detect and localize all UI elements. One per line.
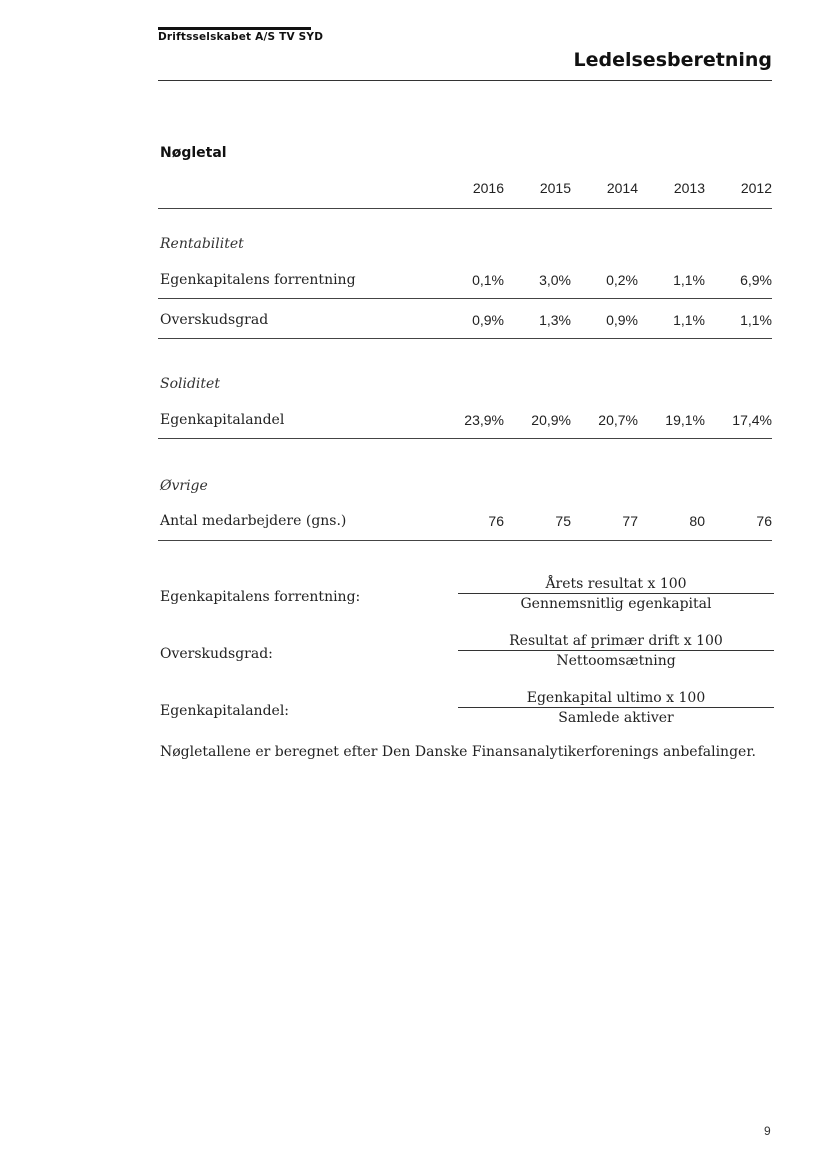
table-cell: 19,1% <box>665 412 705 428</box>
table-cell: 1,1% <box>673 312 705 328</box>
table-cell: 1,1% <box>673 272 705 288</box>
formula-label: Overskudsgrad: <box>160 646 273 662</box>
table-cell: 0,9% <box>472 312 504 328</box>
header-rule <box>158 80 772 81</box>
formula-label: Egenkapitalens forrentning: <box>160 589 361 605</box>
table-row <box>0 312 826 332</box>
table-cell: 0,1% <box>472 272 504 288</box>
page-number: 9 <box>764 1124 771 1138</box>
section-title: Nøgletal <box>160 145 227 161</box>
table-cell: 20,9% <box>531 412 571 428</box>
table-row <box>0 272 826 292</box>
table-row <box>0 513 826 533</box>
footnote: Nøgletallene er beregnet efter Den Danske Finansanalytikerforenings anbefalinger. <box>160 744 756 760</box>
group-label-rentabilitet: Rentabilitet <box>160 236 244 252</box>
row-rule <box>158 438 772 439</box>
formula-label: Egenkapitalandel: <box>160 703 290 719</box>
fraction-bar <box>458 650 774 651</box>
row-rule <box>158 298 772 299</box>
table-cell: 0,9% <box>606 312 638 328</box>
year-column-header: 2016 <box>472 180 504 196</box>
table-cell: 20,7% <box>598 412 638 428</box>
header-bar <box>158 27 311 30</box>
fraction-bar <box>458 593 774 594</box>
row-label: Egenkapitalens forrentning <box>160 272 356 288</box>
table-cell: 1,1% <box>740 312 772 328</box>
table-cell: 80 <box>689 513 705 529</box>
formula-fraction <box>458 689 774 727</box>
group-label-ovrige: Øvrige <box>160 478 208 494</box>
table-cell: 6,9% <box>740 272 772 288</box>
table-cell: 76 <box>756 513 772 529</box>
formula-numerator: Resultat af primær drift x 100 <box>509 633 723 649</box>
year-column-header: 2013 <box>673 180 705 196</box>
row-label: Egenkapitalandel <box>160 412 285 428</box>
year-column-header: 2015 <box>539 180 571 196</box>
year-column-header: 2012 <box>740 180 772 196</box>
table-cell: 1,3% <box>539 312 571 328</box>
table-bottom-rule <box>158 540 772 541</box>
year-header-row <box>0 180 826 200</box>
fraction-bar <box>458 707 774 708</box>
table-cell: 0,2% <box>606 272 638 288</box>
table-row <box>0 412 826 432</box>
row-label: Antal medarbejdere (gns.) <box>160 513 347 529</box>
table-header-rule <box>158 208 772 209</box>
formula-numerator: Egenkapital ultimo x 100 <box>526 690 706 706</box>
formula-denominator: Samlede aktiver <box>558 710 674 726</box>
company-name: Driftsselskabet A/S TV SYD <box>158 31 324 43</box>
row-rule <box>158 338 772 339</box>
table-cell: 3,0% <box>539 272 571 288</box>
year-column-header: 2014 <box>606 180 638 196</box>
formula-fraction <box>458 575 774 613</box>
formula-numerator: Årets resultat x 100 <box>545 576 687 592</box>
table-cell: 17,4% <box>732 412 772 428</box>
formula-fraction <box>458 632 774 670</box>
report-title: Ledelsesberetning <box>573 49 772 71</box>
table-cell: 23,9% <box>464 412 504 428</box>
row-label: Overskudsgrad <box>160 312 269 328</box>
table-cell: 77 <box>622 513 638 529</box>
formula-denominator: Gennemsnitlig egenkapital <box>520 596 712 612</box>
group-label-soliditet: Soliditet <box>160 376 220 392</box>
formula-denominator: Nettoomsætning <box>556 653 676 669</box>
table-cell: 75 <box>555 513 571 529</box>
table-cell: 76 <box>488 513 504 529</box>
